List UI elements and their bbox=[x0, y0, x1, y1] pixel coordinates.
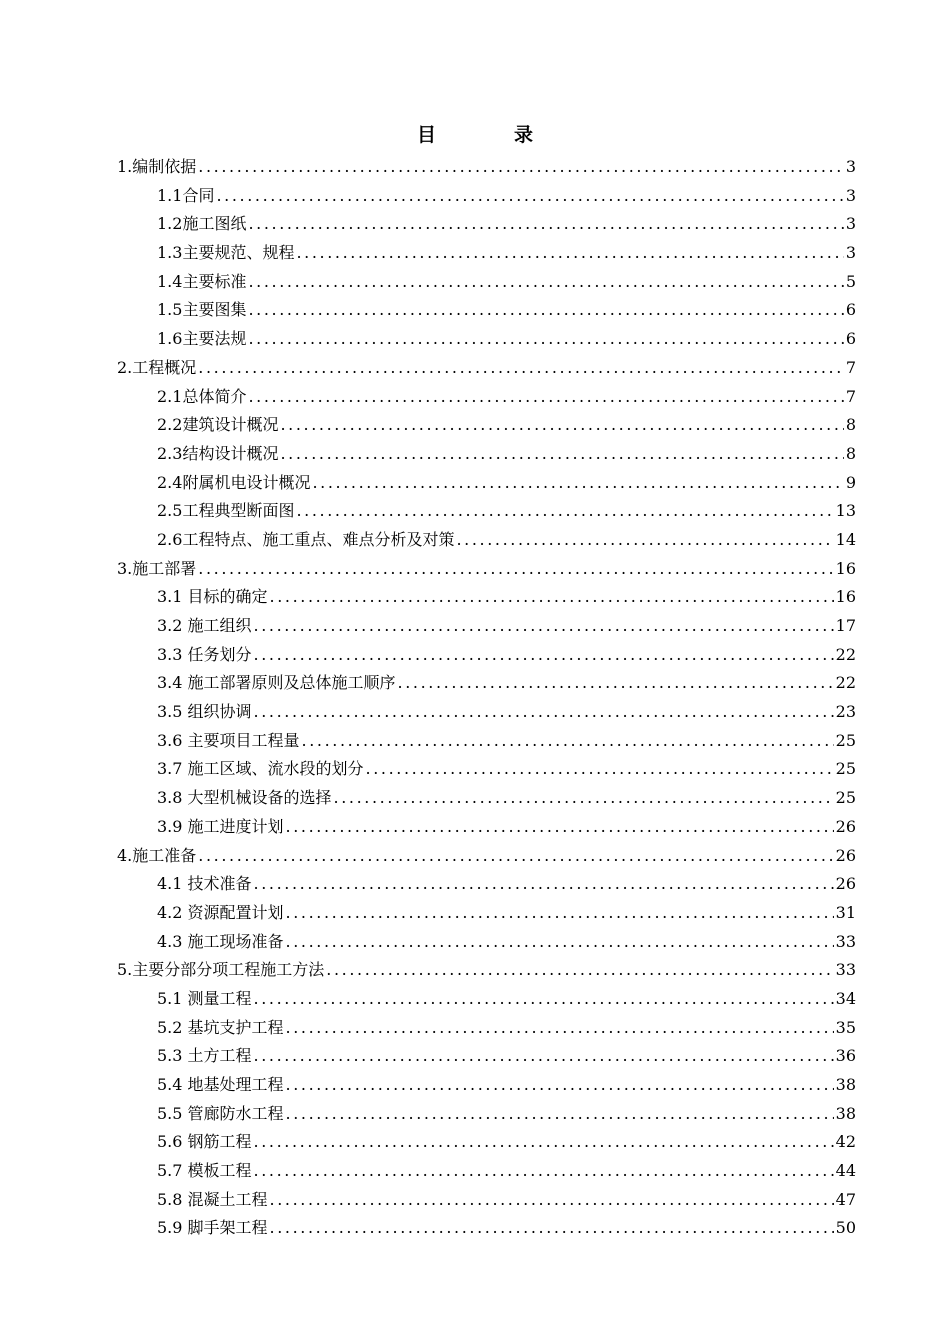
toc-entry[interactable] bbox=[117, 469, 856, 498]
toc-dot-leader bbox=[198, 555, 833, 584]
toc-entry[interactable] bbox=[117, 1186, 856, 1215]
toc-entry[interactable] bbox=[117, 928, 856, 957]
toc-entry[interactable] bbox=[117, 641, 856, 670]
toc-dot-leader bbox=[286, 1071, 834, 1100]
toc-entry-page-number: 33 bbox=[835, 960, 856, 980]
toc-entry-page-number: 34 bbox=[835, 988, 856, 1008]
toc-entry-page-number: 3 bbox=[845, 157, 856, 176]
toc-entry-label: 3.4 施工部署原则及总体施工顺序 bbox=[157, 673, 396, 693]
toc-entry-label: 1.5主要图集 bbox=[157, 300, 247, 320]
toc-entry-label: 3.6 主要项目工程量 bbox=[157, 730, 300, 750]
toc-entry-label: 2.1总体简介 bbox=[157, 386, 247, 406]
toc-dot-leader bbox=[270, 583, 834, 612]
toc-dot-leader bbox=[198, 153, 844, 182]
toc-entry-page-number: 17 bbox=[835, 616, 856, 635]
toc-entry-label: 5.5 管廊防水工程 bbox=[157, 1103, 284, 1123]
toc-entry[interactable] bbox=[117, 555, 856, 584]
toc-entry-label: 5.7 模板工程 bbox=[157, 1161, 252, 1181]
toc-entry-label: 3.5 组织协调 bbox=[157, 702, 252, 722]
toc-entry[interactable] bbox=[117, 354, 856, 383]
toc-entry-page-number: 13 bbox=[835, 501, 856, 521]
toc-entry-page-number: 3 bbox=[845, 185, 856, 205]
toc-entry[interactable] bbox=[117, 182, 856, 211]
toc-entry-page-number: 22 bbox=[835, 644, 856, 664]
toc-entry[interactable] bbox=[117, 698, 856, 727]
toc-entry-label: 1.6主要法规 bbox=[157, 329, 247, 349]
toc-entry-label: 5.1 测量工程 bbox=[157, 988, 252, 1008]
toc-entry[interactable] bbox=[117, 153, 856, 182]
toc-entry-page-number: 47 bbox=[835, 1189, 856, 1209]
toc-dot-leader bbox=[248, 325, 843, 354]
toc-entry[interactable] bbox=[117, 870, 856, 899]
toc-entry-page-number: 6 bbox=[845, 300, 856, 320]
toc-dot-leader bbox=[366, 755, 834, 784]
toc-entry-label: 1.4主要标准 bbox=[157, 271, 247, 291]
toc-dot-leader bbox=[286, 928, 834, 957]
toc-entry[interactable] bbox=[117, 612, 856, 641]
toc-entry-page-number: 3 bbox=[845, 243, 856, 263]
toc-dot-leader bbox=[398, 669, 834, 698]
toc-entry-label: 4.施工准备 bbox=[117, 845, 197, 865]
toc-title-left: 目 bbox=[416, 124, 436, 146]
toc-dot-leader bbox=[286, 813, 834, 842]
toc-dot-leader bbox=[296, 497, 833, 526]
toc-entry-label: 5.6 钢筋工程 bbox=[157, 1132, 252, 1152]
toc-entry[interactable] bbox=[117, 956, 856, 985]
toc-entry-page-number: 8 bbox=[845, 443, 856, 463]
toc-entry-label: 4.1 技术准备 bbox=[157, 874, 252, 894]
toc-entry[interactable] bbox=[117, 669, 856, 698]
toc-entry-page-number: 22 bbox=[835, 673, 856, 693]
toc-entry-page-number: 44 bbox=[835, 1161, 856, 1181]
toc-entry-label: 2.3结构设计概况 bbox=[157, 443, 279, 463]
toc-entry-page-number: 23 bbox=[835, 702, 856, 722]
toc-dot-leader bbox=[254, 1157, 834, 1186]
toc-dot-leader bbox=[270, 1186, 834, 1215]
toc-entry-label: 2.5工程典型断面图 bbox=[157, 501, 295, 521]
toc-entry[interactable] bbox=[117, 383, 856, 412]
toc-entry-page-number: 25 bbox=[835, 788, 856, 808]
toc-entry[interactable] bbox=[117, 842, 856, 871]
toc-entry[interactable] bbox=[117, 727, 856, 756]
toc-entry-page-number: 35 bbox=[835, 1017, 856, 1037]
toc-entry-page-number: 16 bbox=[835, 587, 856, 607]
toc-entry[interactable] bbox=[117, 325, 856, 354]
toc-entry[interactable] bbox=[117, 583, 856, 612]
toc-entry-page-number: 3 bbox=[845, 214, 856, 234]
toc-entry-label: 5.9 脚手架工程 bbox=[157, 1218, 268, 1238]
toc-entry-label: 3.9 施工进度计划 bbox=[157, 816, 284, 836]
toc-entry-page-number: 6 bbox=[845, 329, 856, 349]
toc-entry-page-number: 9 bbox=[845, 472, 856, 492]
toc-entry-page-number: 26 bbox=[835, 874, 856, 894]
toc-entry-label: 3.8 大型机械设备的选择 bbox=[157, 788, 332, 808]
toc-entry-label: 2.4附属机电设计概况 bbox=[157, 472, 311, 492]
toc-entry-label: 3.7 施工区域、流水段的划分 bbox=[157, 759, 364, 779]
toc-entry[interactable] bbox=[117, 1071, 856, 1100]
toc-entry[interactable] bbox=[117, 1128, 856, 1157]
toc-entry[interactable] bbox=[117, 784, 856, 813]
toc-dot-leader bbox=[312, 469, 843, 498]
toc-dot-leader bbox=[254, 641, 834, 670]
toc-entry[interactable] bbox=[117, 1042, 856, 1071]
toc-entry-label: 5.2 基坑支护工程 bbox=[157, 1017, 284, 1037]
toc-dot-leader bbox=[198, 842, 833, 871]
toc-entry-label: 1.3主要规范、规程 bbox=[157, 243, 295, 263]
toc-entry-page-number: 26 bbox=[835, 845, 856, 865]
toc-dot-leader bbox=[296, 239, 843, 268]
toc-dot-leader bbox=[248, 268, 843, 297]
toc-dot-leader bbox=[334, 784, 834, 813]
toc-dot-leader bbox=[248, 383, 843, 412]
toc-entry-page-number: 14 bbox=[835, 529, 856, 549]
toc-entry-page-number: 7 bbox=[845, 386, 856, 406]
table-of-contents bbox=[117, 153, 856, 1243]
toc-entry-page-number: 25 bbox=[835, 759, 856, 779]
toc-entry-page-number: 38 bbox=[835, 1103, 856, 1123]
toc-entry-label: 1.1合同 bbox=[157, 185, 215, 205]
toc-dot-leader bbox=[254, 1042, 834, 1071]
toc-entry-label: 4.2 资源配置计划 bbox=[157, 902, 284, 922]
toc-entry[interactable] bbox=[117, 440, 856, 469]
toc-entry[interactable] bbox=[117, 899, 856, 928]
toc-entry[interactable] bbox=[117, 813, 856, 842]
toc-dot-leader bbox=[198, 354, 844, 383]
toc-entry[interactable] bbox=[117, 411, 856, 440]
toc-entry-label: 3.2 施工组织 bbox=[157, 616, 252, 635]
toc-entry-label: 2.2建筑设计概况 bbox=[157, 415, 279, 435]
toc-dot-leader bbox=[456, 526, 833, 555]
toc-entry[interactable] bbox=[117, 1214, 856, 1243]
toc-entry-page-number: 26 bbox=[835, 816, 856, 836]
toc-title bbox=[0, 122, 950, 148]
toc-entry-page-number: 5 bbox=[845, 271, 856, 291]
toc-entry-page-number: 42 bbox=[835, 1132, 856, 1152]
toc-entry[interactable] bbox=[117, 1014, 856, 1043]
toc-entry-page-number: 8 bbox=[845, 415, 856, 435]
toc-dot-leader bbox=[254, 985, 834, 1014]
toc-dot-leader bbox=[216, 182, 843, 211]
toc-entry[interactable] bbox=[117, 526, 856, 555]
toc-dot-leader bbox=[254, 698, 834, 727]
toc-entry-label: 5.主要分部分项工程施工方法 bbox=[117, 960, 325, 980]
toc-entry-page-number: 36 bbox=[835, 1046, 856, 1066]
toc-entry[interactable] bbox=[117, 1157, 856, 1186]
toc-dot-leader bbox=[254, 1128, 834, 1157]
toc-entry-page-number: 38 bbox=[835, 1075, 856, 1094]
toc-dot-leader bbox=[270, 1214, 834, 1243]
toc-dot-leader bbox=[254, 612, 834, 641]
toc-dot-leader bbox=[326, 956, 833, 985]
toc-dot-leader bbox=[302, 727, 834, 756]
toc-dot-leader bbox=[254, 870, 834, 899]
toc-entry-label: 5.3 土方工程 bbox=[157, 1046, 252, 1066]
toc-entry-label: 2.6工程特点、施工重点、难点分析及对策 bbox=[157, 529, 455, 549]
toc-entry-label: 4.3 施工现场准备 bbox=[157, 931, 284, 951]
toc-entry[interactable] bbox=[117, 210, 856, 239]
toc-dot-leader bbox=[280, 411, 843, 440]
toc-dot-leader bbox=[286, 1100, 834, 1129]
toc-dot-leader bbox=[248, 296, 843, 325]
toc-entry[interactable] bbox=[117, 985, 856, 1014]
toc-entry-label: 2.工程概况 bbox=[117, 357, 197, 377]
toc-entry-label: 3.1 目标的确定 bbox=[157, 587, 268, 607]
toc-entry-label: 3.施工部署 bbox=[117, 558, 197, 578]
toc-entry[interactable] bbox=[117, 296, 856, 325]
toc-entry-page-number: 16 bbox=[835, 558, 856, 578]
toc-entry-label: 1.2施工图纸 bbox=[157, 214, 247, 234]
toc-title-right: 录 bbox=[514, 124, 534, 146]
toc-entry-label: 3.3 任务划分 bbox=[157, 644, 252, 664]
toc-entry-label: 5.8 混凝土工程 bbox=[157, 1189, 268, 1209]
toc-dot-leader bbox=[286, 899, 834, 928]
toc-entry-page-number: 33 bbox=[835, 931, 856, 951]
toc-dot-leader bbox=[280, 440, 843, 469]
toc-dot-leader bbox=[286, 1014, 834, 1043]
toc-entry-page-number: 31 bbox=[835, 902, 856, 922]
toc-entry-page-number: 50 bbox=[835, 1218, 856, 1238]
toc-entry[interactable] bbox=[117, 755, 856, 784]
toc-entry[interactable] bbox=[117, 497, 856, 526]
toc-entry-page-number: 25 bbox=[835, 730, 856, 750]
toc-dot-leader bbox=[248, 210, 843, 239]
toc-entry-page-number: 7 bbox=[845, 357, 856, 377]
toc-entry-label: 5.4 地基处理工程 bbox=[157, 1075, 284, 1094]
toc-entry[interactable] bbox=[117, 239, 856, 268]
toc-entry[interactable] bbox=[117, 268, 856, 297]
toc-entry[interactable] bbox=[117, 1100, 856, 1129]
toc-entry-label: 1.编制依据 bbox=[117, 157, 197, 176]
